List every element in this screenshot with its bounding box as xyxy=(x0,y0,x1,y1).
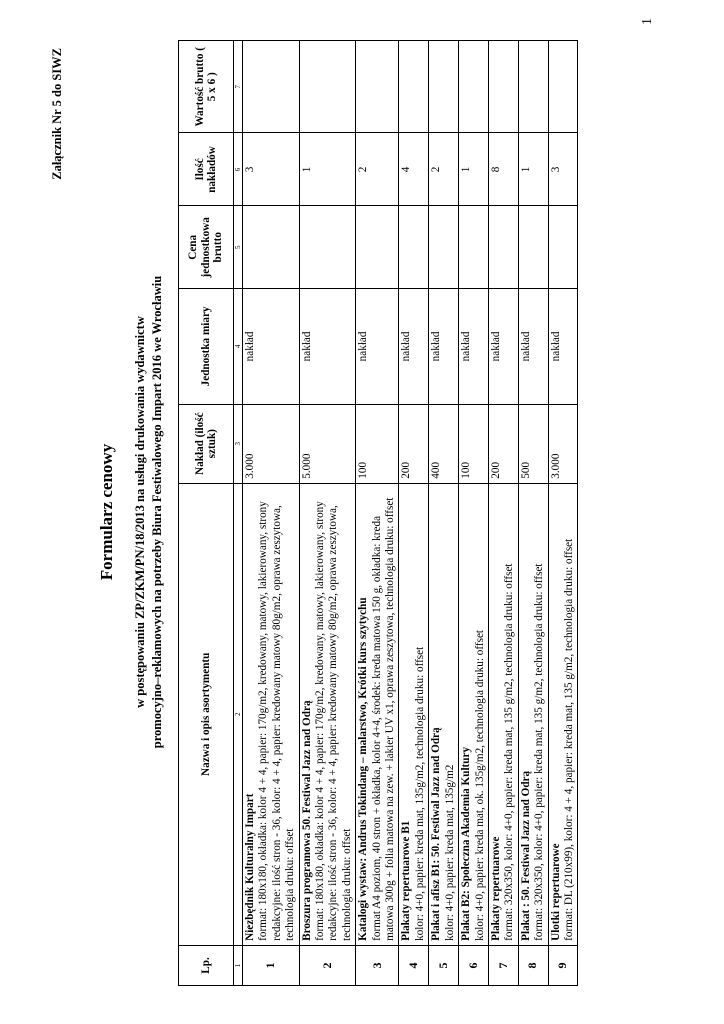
item-desc: kolor: 4+0, papier: kreda mat, ok. 135g/m2, technologia druku: offset xyxy=(473,629,486,941)
row-total[interactable] xyxy=(399,41,429,133)
row-count: 8 xyxy=(488,133,518,206)
table-row xyxy=(518,41,548,986)
column-header-unit: Jednostka miary xyxy=(179,289,234,405)
table-row xyxy=(243,41,300,986)
column-number: 5 xyxy=(234,206,243,289)
column-header-lp: Lp. xyxy=(179,945,234,985)
row-unit: nakład xyxy=(243,289,300,405)
row-description xyxy=(548,483,578,945)
row-description xyxy=(243,483,300,945)
row-quantity: 500 xyxy=(518,404,548,483)
column-header-quantity: Nakład (ilość sztuk) xyxy=(179,404,234,483)
row-description xyxy=(356,483,399,945)
row-count: 1 xyxy=(518,133,548,206)
item-name: Plakat : 50. Festiwal Jazz nad Odrą xyxy=(519,770,532,941)
row-unit: nakład xyxy=(459,289,489,405)
item-name: Plakat i afisz B1: 50. Festiwal Jazz nad Odrą xyxy=(430,727,443,941)
column-number: 6 xyxy=(234,133,243,206)
column-number-row xyxy=(234,41,243,986)
row-total[interactable] xyxy=(548,41,578,133)
page-title: Formularz cenowy xyxy=(97,443,116,581)
column-number: 2 xyxy=(234,483,243,945)
column-header-unit-price: Cena jednostkowa brutto xyxy=(179,206,234,289)
item-desc: kolor: 4+0, papier: kreda mat, 135g/m2 xyxy=(443,764,456,941)
subtitle-line-1: w postępowaniu ZP/ZKM/PN/18/2013 na usługi drukowania wydawnictw xyxy=(133,316,147,708)
row-unit-price[interactable] xyxy=(243,206,300,289)
column-header-description: Nazwa i opis asortymentu xyxy=(179,483,234,945)
table-row xyxy=(429,41,459,986)
item-name: Katalogi wystaw: Andrus Tokindang – malarstwo, Krótki kurs szytychu xyxy=(357,597,370,941)
row-total[interactable] xyxy=(243,41,300,133)
row-unit-price[interactable] xyxy=(459,206,489,289)
row-quantity: 100 xyxy=(459,404,489,483)
row-quantity: 3.000 xyxy=(548,404,578,483)
row-unit: nakład xyxy=(399,289,429,405)
row-unit-price[interactable] xyxy=(518,206,548,289)
row-count: 1 xyxy=(459,133,489,206)
row-quantity: 100 xyxy=(356,404,399,483)
row-unit-price[interactable] xyxy=(356,206,399,289)
item-desc: format: 180x180, okładka: kolor 4 + 4, papier: 170g/m2, kredowany, matowy, lakierowany, strony redakcyjne: ilość stron - 36, kolor: 4 + 4, papier: kredowany matowy 80g/m2, oprawa zeszytowa, technologia druku: offset xyxy=(257,501,297,941)
row-lp: 4 xyxy=(399,945,429,985)
table-body xyxy=(243,41,578,986)
column-number: 4 xyxy=(234,289,243,405)
row-total[interactable] xyxy=(356,41,399,133)
row-unit: nakład xyxy=(518,289,548,405)
table-row xyxy=(488,41,518,986)
table-row xyxy=(356,41,399,986)
row-description xyxy=(459,483,489,945)
column-number: 1 xyxy=(234,945,243,985)
row-unit-price[interactable] xyxy=(548,206,578,289)
table-row xyxy=(399,41,429,986)
table-row xyxy=(459,41,489,986)
row-count: 3 xyxy=(548,133,578,206)
row-unit: nakład xyxy=(548,289,578,405)
row-description xyxy=(488,483,518,945)
item-desc: format A4 poziom, 40 stron + okładka, kolor 4+4, środek: kreda matowa 150 g, okładka: kreda matowa 300g + folia matowa na zew. + lakier UV x1, oprawa zeszytowa, technologia druku: offset xyxy=(370,497,397,941)
row-lp: 1 xyxy=(243,945,300,985)
item-desc: format: DL (210x99), kolor: 4 + 4, papier: kreda mat, 135 g/m2, technologia druku: offset xyxy=(562,538,575,941)
row-lp: 6 xyxy=(459,945,489,985)
item-desc: format: 180x180, okładka: kolor 4 + 4, papier: 170g/m2, kredowany, matowy, lakierowany, strony redakcyjne: ilość stron - 36, kolor: 4 + 4, papier: kredowany matowy 80g/m2, oprawa zeszytowa, technologia druku: offset xyxy=(314,501,353,941)
page-subtitle xyxy=(132,0,165,1024)
row-unit: nakład xyxy=(356,289,399,405)
row-total[interactable] xyxy=(429,41,459,133)
row-unit-price[interactable] xyxy=(488,206,518,289)
attachment-label: Załącznik Nr 5 do SIWZ xyxy=(50,48,64,180)
row-count: 4 xyxy=(399,133,429,206)
column-number: 7 xyxy=(234,41,243,133)
row-lp: 7 xyxy=(488,945,518,985)
row-unit-price[interactable] xyxy=(299,206,356,289)
row-description xyxy=(299,483,356,945)
item-desc: format: 320x350, kolor: 4+0, papier: kreda mat, 135 g/m2, technologia druku: offset xyxy=(533,563,546,941)
item-name: Niezbędnik Kulturalny Impart xyxy=(244,793,256,941)
item-name: Plakaty repertuarowe xyxy=(489,836,502,941)
item-name: Plakaty repertuarowe B1 xyxy=(400,820,413,941)
row-unit-price[interactable] xyxy=(429,206,459,289)
row-total[interactable] xyxy=(518,41,548,133)
row-count: 2 xyxy=(429,133,459,206)
column-header-count: Ilość nakładów xyxy=(179,133,234,206)
page-number: 1 xyxy=(640,18,655,25)
column-header-total: Wartość brutto ( 5 x 6 ) xyxy=(179,41,234,133)
row-unit-price[interactable] xyxy=(399,206,429,289)
row-quantity: 400 xyxy=(429,404,459,483)
row-lp: 8 xyxy=(518,945,548,985)
row-count: 3 xyxy=(243,133,300,206)
item-name: Broszura programowa 50. Festiwal Jazz nad Odrą xyxy=(300,700,313,941)
item-name: Ulotki repertuarowe xyxy=(549,843,562,941)
row-unit: nakład xyxy=(299,289,356,405)
table-header-row xyxy=(179,41,234,986)
item-desc: kolor: 4+0, papier: kreda mat, 135g/m2, technologia druku: offset xyxy=(413,646,426,941)
pricing-table xyxy=(178,40,578,986)
subtitle-line-2: promocyjno–reklamowych na potrzeby Biura Festiwalowego Impart 2016 we Wrocławiu xyxy=(149,275,164,749)
row-description xyxy=(429,483,459,945)
item-desc: format: 320x350, kolor: 4+0, papier: kreda mat, 135 g/m2, technologia druku: offset xyxy=(503,563,516,941)
row-quantity: 3.000 xyxy=(243,404,300,483)
item-name: Plakat B2: Społeczna Akademia Kultury xyxy=(460,746,473,941)
row-description xyxy=(518,483,548,945)
column-number: 3 xyxy=(234,404,243,483)
row-count: 1 xyxy=(299,133,356,206)
row-lp: 5 xyxy=(429,945,459,985)
row-lp: 2 xyxy=(299,945,356,985)
table-row xyxy=(299,41,356,986)
row-total[interactable] xyxy=(488,41,518,133)
row-quantity: 200 xyxy=(488,404,518,483)
row-quantity: 5.000 xyxy=(299,404,356,483)
row-lp: 9 xyxy=(548,945,578,985)
row-unit: nakład xyxy=(429,289,459,405)
row-unit: nakład xyxy=(488,289,518,405)
row-total[interactable] xyxy=(299,41,356,133)
row-quantity: 200 xyxy=(399,404,429,483)
row-description xyxy=(399,483,429,945)
row-count: 2 xyxy=(356,133,399,206)
row-total[interactable] xyxy=(459,41,489,133)
table-row xyxy=(548,41,578,986)
row-lp: 3 xyxy=(356,945,399,985)
